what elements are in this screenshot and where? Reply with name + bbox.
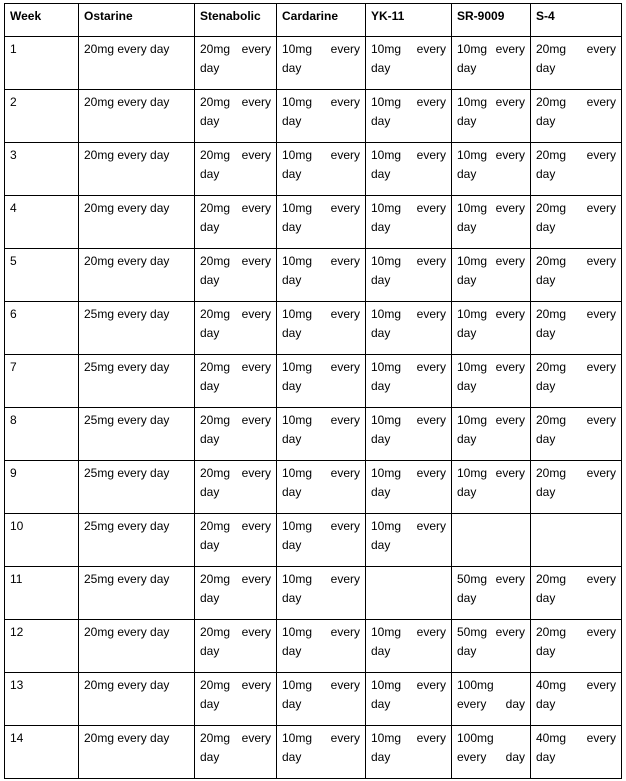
cell-ostarine: 25mg every day <box>79 302 195 355</box>
cell-week: 4 <box>5 196 79 249</box>
table-row <box>5 461 622 514</box>
header-yk11: YK-11 <box>366 4 452 37</box>
header-s4: S-4 <box>531 4 622 37</box>
table-header-row <box>5 4 622 37</box>
cell-ostarine: 20mg every day <box>79 37 195 90</box>
cell-stenabolic: 20mg every day <box>195 514 277 567</box>
cell-ostarine: 25mg every day <box>79 514 195 567</box>
cell-yk11 <box>366 567 452 620</box>
cell-cardarine: 10mg every day <box>277 408 366 461</box>
cell-cardarine: 10mg every day <box>277 196 366 249</box>
cell-yk11: 10mg every day <box>366 726 452 779</box>
cell-week: 13 <box>5 673 79 726</box>
cell-yk11: 10mg every day <box>366 514 452 567</box>
cell-s4: 20mg every day <box>531 302 622 355</box>
cell-s4: 20mg every day <box>531 143 622 196</box>
cell-week: 11 <box>5 567 79 620</box>
cell-week: 2 <box>5 90 79 143</box>
cell-yk11: 10mg every day <box>366 302 452 355</box>
cell-ostarine: 20mg every day <box>79 726 195 779</box>
cell-s4: 20mg every day <box>531 567 622 620</box>
cell-ostarine: 20mg every day <box>79 673 195 726</box>
cell-cardarine: 10mg every day <box>277 90 366 143</box>
cell-yk11: 10mg every day <box>366 37 452 90</box>
cell-week: 10 <box>5 514 79 567</box>
header-sr9009: SR-9009 <box>452 4 531 37</box>
cell-s4: 40mg every day <box>531 726 622 779</box>
cell-sr9009: 10mg every day <box>452 355 531 408</box>
cell-cardarine: 10mg every day <box>277 567 366 620</box>
cell-s4: 20mg every day <box>531 408 622 461</box>
cell-stenabolic: 20mg every day <box>195 143 277 196</box>
table-row <box>5 620 622 673</box>
cell-sr9009: 10mg every day <box>452 461 531 514</box>
cell-stenabolic: 20mg every day <box>195 567 277 620</box>
cell-sr9009: 50mg every day <box>452 567 531 620</box>
cell-yk11: 10mg every day <box>366 196 452 249</box>
cell-s4: 20mg every day <box>531 249 622 302</box>
cell-ostarine: 25mg every day <box>79 567 195 620</box>
table-row <box>5 514 622 567</box>
cell-sr9009: 10mg every day <box>452 302 531 355</box>
cell-stenabolic: 20mg every day <box>195 408 277 461</box>
cell-week: 14 <box>5 726 79 779</box>
cell-yk11: 10mg every day <box>366 673 452 726</box>
cell-sr9009 <box>452 514 531 567</box>
cell-sr9009: 100mg every day <box>452 673 531 726</box>
cell-ostarine: 20mg every day <box>79 249 195 302</box>
cell-s4: 20mg every day <box>531 355 622 408</box>
cell-cardarine: 10mg every day <box>277 726 366 779</box>
cell-cardarine: 10mg every day <box>277 620 366 673</box>
cell-ostarine: 20mg every day <box>79 196 195 249</box>
cell-s4: 20mg every day <box>531 37 622 90</box>
cell-sr9009: 10mg every day <box>452 90 531 143</box>
cell-ostarine: 20mg every day <box>79 143 195 196</box>
cell-week: 12 <box>5 620 79 673</box>
cell-yk11: 10mg every day <box>366 143 452 196</box>
header-week: Week <box>5 4 79 37</box>
cell-sr9009: 10mg every day <box>452 143 531 196</box>
cell-s4: 20mg every day <box>531 620 622 673</box>
cell-week: 6 <box>5 302 79 355</box>
cell-sr9009: 100mg every day <box>452 726 531 779</box>
cell-yk11: 10mg every day <box>366 90 452 143</box>
cell-ostarine: 25mg every day <box>79 408 195 461</box>
cell-cardarine: 10mg every day <box>277 143 366 196</box>
cell-stenabolic: 20mg every day <box>195 196 277 249</box>
cell-s4: 40mg every day <box>531 673 622 726</box>
header-stenabolic: Stenabolic <box>195 4 277 37</box>
table-row <box>5 302 622 355</box>
cell-stenabolic: 20mg every day <box>195 90 277 143</box>
table-row <box>5 567 622 620</box>
cell-yk11: 10mg every day <box>366 461 452 514</box>
cell-week: 3 <box>5 143 79 196</box>
cell-stenabolic: 20mg every day <box>195 461 277 514</box>
cell-sr9009: 10mg every day <box>452 37 531 90</box>
header-cardarine: Cardarine <box>277 4 366 37</box>
cell-cardarine: 10mg every day <box>277 302 366 355</box>
table-row <box>5 673 622 726</box>
cell-s4: 20mg every day <box>531 461 622 514</box>
cell-cardarine: 10mg every day <box>277 673 366 726</box>
cell-ostarine: 20mg every day <box>79 90 195 143</box>
cell-stenabolic: 20mg every day <box>195 249 277 302</box>
cell-sr9009: 10mg every day <box>452 196 531 249</box>
cell-ostarine: 25mg every day <box>79 355 195 408</box>
cell-stenabolic: 20mg every day <box>195 355 277 408</box>
cell-week: 9 <box>5 461 79 514</box>
cell-s4: 20mg every day <box>531 90 622 143</box>
cell-yk11: 10mg every day <box>366 249 452 302</box>
cell-stenabolic: 20mg every day <box>195 673 277 726</box>
cell-yk11: 10mg every day <box>366 408 452 461</box>
cell-yk11: 10mg every day <box>366 620 452 673</box>
table-row <box>5 355 622 408</box>
cell-cardarine: 10mg every day <box>277 249 366 302</box>
cell-sr9009: 50mg every day <box>452 620 531 673</box>
cell-ostarine: 20mg every day <box>79 620 195 673</box>
cell-stenabolic: 20mg every day <box>195 620 277 673</box>
header-ostarine: Ostarine <box>79 4 195 37</box>
cell-sr9009: 10mg every day <box>452 408 531 461</box>
cell-yk11: 10mg every day <box>366 355 452 408</box>
cell-cardarine: 10mg every day <box>277 355 366 408</box>
table-row <box>5 196 622 249</box>
cell-ostarine: 25mg every day <box>79 461 195 514</box>
cell-week: 5 <box>5 249 79 302</box>
table-row <box>5 37 622 90</box>
table-row <box>5 143 622 196</box>
dosage-schedule-table <box>4 3 622 779</box>
table-row <box>5 249 622 302</box>
cell-cardarine: 10mg every day <box>277 37 366 90</box>
cell-week: 8 <box>5 408 79 461</box>
cell-stenabolic: 20mg every day <box>195 302 277 355</box>
cell-sr9009: 10mg every day <box>452 249 531 302</box>
cell-stenabolic: 20mg every day <box>195 37 277 90</box>
cell-week: 7 <box>5 355 79 408</box>
table-row <box>5 90 622 143</box>
table-row <box>5 408 622 461</box>
cell-s4 <box>531 514 622 567</box>
cell-s4: 20mg every day <box>531 196 622 249</box>
cell-cardarine: 10mg every day <box>277 461 366 514</box>
cell-cardarine: 10mg every day <box>277 514 366 567</box>
table-row <box>5 726 622 779</box>
cell-stenabolic: 20mg every day <box>195 726 277 779</box>
cell-week: 1 <box>5 37 79 90</box>
